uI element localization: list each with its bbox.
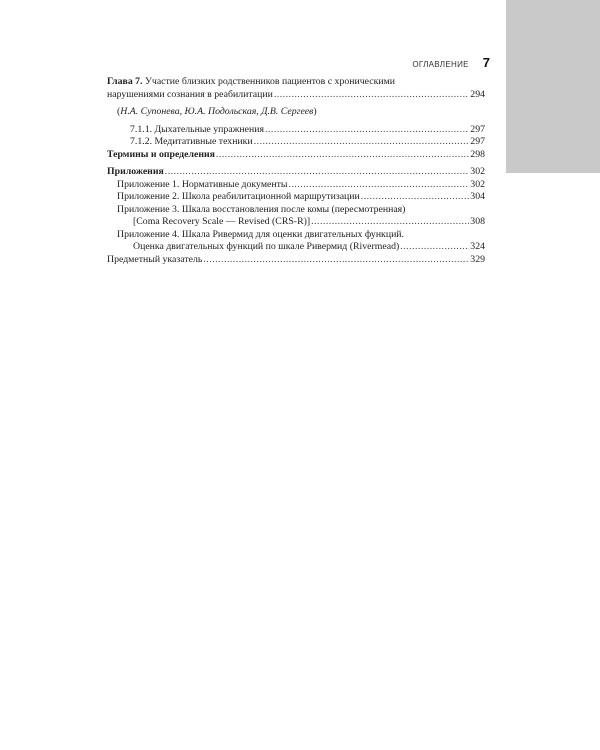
toc-index[interactable] [107,254,485,267]
toc-appendix-page: 304 [470,191,485,202]
toc-chapter7-authors-line: (Н.А. Супонева, Ю.А. Подольская, Д.В. Сергеев) [117,106,317,117]
running-head [390,55,490,70]
toc-chapter7-title-start: Участие близких родственников пациентов с хроническими [142,76,396,87]
toc-section-page: 297 [470,136,485,147]
toc-appendices[interactable] [107,166,485,179]
toc-chapter7-title-line1[interactable] [107,76,485,89]
toc-terms[interactable] [107,149,485,162]
side-thumb-tab [506,0,600,173]
toc-appendix-subtitle: [Coma Recovery Scale — Revised (CRS-R)] [133,216,311,227]
toc-section-page: 297 [470,123,485,135]
leader-dots [311,216,469,229]
toc-appendices-page: 302 [470,166,485,177]
toc-appendix-subtitle: Оценка двигательных функций по шкале Ривермид (Rivermead) [133,241,400,252]
leader-dots [400,241,469,254]
toc-appendix-title: Приложение 1. Нормативные документы [117,178,288,190]
toc-section-7-1-1[interactable] [107,124,485,137]
toc-appendix-2[interactable] [107,191,485,204]
running-head-label: ОГЛАВЛЕНИЕ [412,60,469,69]
toc-appendix-1[interactable] [107,179,485,192]
leader-dots [165,166,470,179]
toc-index-page: 329 [470,253,485,265]
toc-appendix-page: 324 [470,241,485,252]
toc-appendix-page: 308 [470,216,485,227]
toc-appendix-page: 302 [470,178,485,190]
toc-appendix-title: Приложение 4. Шкала Ривермид для оценки двигательных функций. [117,228,404,240]
leader-dots [274,89,469,102]
toc-appendix-4-line2[interactable] [107,241,485,254]
toc-section-7-1-2[interactable] [107,136,485,149]
toc-chapter7-title-line2[interactable] [107,89,485,102]
toc-appendix-title: Приложение 2. Школа реабилитационной маршрутизации [117,191,360,202]
toc-chapter7-authors: Н.А. Супонева, Ю.А. Подольская, Д.В. Сергеев [120,106,314,117]
toc-appendix-4-line1[interactable] [107,229,485,242]
toc-chapter7-title-end: нарушениями сознания в реабилитации [107,88,273,100]
toc-section-title: 7.1.2. Медитативные техники [130,136,253,147]
leader-dots [203,254,469,267]
toc-appendices-title: Приложения [107,166,164,177]
leader-dots [265,124,469,137]
leader-dots [216,149,469,162]
toc-appendix-title: Приложение 3. Шкала восстановления после комы (пересмотренная) [117,203,406,215]
page-number: 7 [482,55,490,70]
toc-index-title: Предметный указатель [107,253,203,265]
toc-appendix-3-line2[interactable] [107,216,485,229]
toc-chapter7-page: 294 [470,88,485,100]
toc-chapter7-label: Глава 7. [107,76,143,87]
table-of-contents [107,76,485,266]
toc-appendix-3-line1[interactable] [107,204,485,217]
toc-terms-page: 298 [470,148,485,160]
leader-dots [288,179,469,192]
leader-dots [254,136,470,149]
toc-terms-title: Термины и определения [107,148,215,160]
leader-dots [361,191,470,204]
toc-section-title: 7.1.1. Дыхательные упражнения [130,123,264,135]
